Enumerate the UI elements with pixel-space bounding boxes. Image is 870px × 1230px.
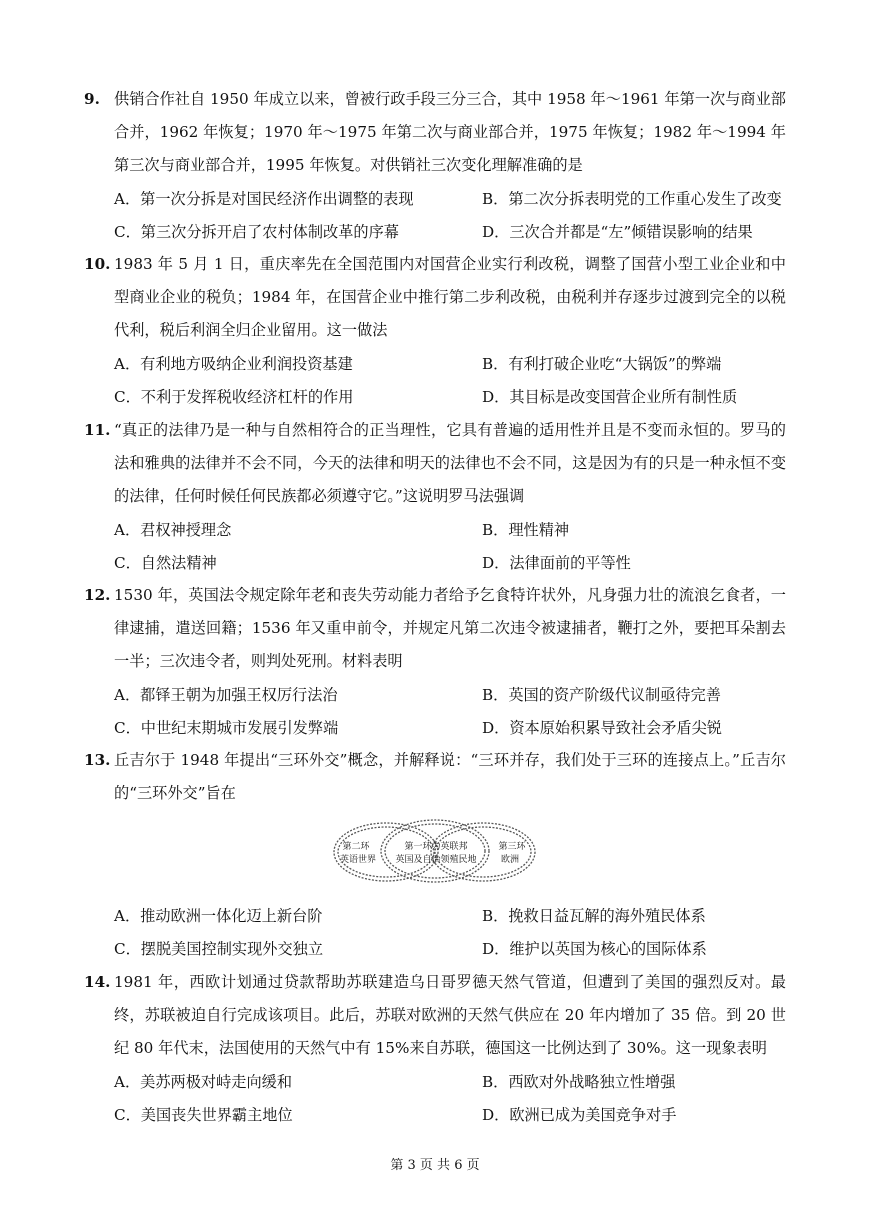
ring-3-ellipse (431, 823, 535, 881)
option-d[interactable]: D．欧洲已成为美国竞争对手 (482, 1105, 677, 1124)
option-b[interactable]: B．英国的资产阶级代议制亟待完善 (482, 685, 721, 704)
page-footer: 第 3 页 共 6 页 (390, 1158, 480, 1173)
option-a[interactable]: A．有利地方吸纳企业利润投资基建 (114, 354, 353, 373)
ring-2-label-1: 第二环 (342, 842, 370, 852)
question-number: 11. (84, 421, 111, 439)
option-a[interactable]: A．美苏两极对峙走向缓和 (114, 1072, 293, 1091)
question-14 (84, 966, 786, 1132)
options (114, 679, 786, 745)
ring-3-label-2: 欧洲 (500, 855, 520, 865)
options (114, 900, 786, 966)
question-stem: 1530 年，英国法令规定除年老和丧失劳动能力者给予乞食特许状外，凡身强力壮的流浪乞食者，一律逮捕，遣送回籍；1536 年又重申前令，并规定凡第二次违令被逮捕者，鞭打之外，要把耳朵割去一半；三次违令者，则判处死刑。材料表明 (114, 586, 786, 671)
question-13-options (84, 900, 786, 966)
question-12 (84, 579, 786, 745)
ring-3-inner-ellipse (435, 827, 531, 877)
option-c[interactable]: C．自然法精神 (114, 553, 217, 572)
ring-2-inner-ellipse (338, 827, 434, 877)
options (114, 348, 786, 414)
question-stem: “真正的法律乃是一种与自然相符合的正当理性，它具有普遍的适用性并且是不变而永恒的。罗马的法和雅典的法律并不会不同，今天的法律和明天的法律也不会不同，这是因为有的只是一种永恒不变的法律，任何时候任何民族都必须遵守它。”这说明罗马法强调 (114, 421, 786, 506)
question-stem: 丘吉尔于 1948 年提出“三环外交”概念，并解释说：“三环并存，我们处于三环的连接点上。”丘吉尔的“三环外交”旨在 (114, 751, 786, 803)
option-d[interactable]: D．三次合并都是“左”倾错误影响的结果 (482, 222, 753, 241)
option-b[interactable]: B．挽救日益瓦解的海外殖民体系 (482, 907, 706, 925)
question-13 (84, 744, 786, 810)
option-c[interactable]: C．美国丧失世界霸主地位 (114, 1105, 293, 1124)
ring-2-ellipse (334, 823, 438, 881)
question-stem: 1981 年，西欧计划通过贷款帮助苏联建造乌日哥罗德天然气管道，但遭到了美国的强烈反对。最终，苏联被迫自行完成该项目。此后，苏联对欧洲的天然气供应在 20 年内增加了 35 倍。到 20 世纪 80 年代末，法国使用的天然气中有 15%来自苏联，德国这一比例达到了 30%。这一现象表明 (114, 973, 786, 1058)
option-a[interactable]: A．推动欧洲一体化迈上新台阶 (114, 907, 323, 925)
question-number: 9. (84, 90, 100, 108)
three-circles-diagram (328, 818, 538, 884)
option-a[interactable]: A．都铎王朝为加强王权厉行法治 (114, 685, 338, 704)
question-number: 10. (84, 255, 111, 273)
option-d[interactable]: D．维护以英国为核心的国际体系 (482, 940, 707, 958)
options (114, 1066, 786, 1132)
option-d[interactable]: D．法律面前的平等性 (482, 553, 631, 572)
ring-2-label-2: 英语世界 (339, 855, 377, 865)
option-d[interactable]: D．其目标是改变国营企业所有制性质 (482, 387, 738, 406)
option-a[interactable]: A．第一次分拆是对国民经济作出调整的表现 (114, 189, 414, 208)
ring-1-label-2: 英国及自治领殖民地 (395, 855, 477, 865)
question-stem: 供销合作社自 1950 年成立以来，曾被行政手段三分三合，其中 1958 年～1961 年第一次与商业部合并，1962 年恢复；1970 年～1975 年第二次与商业部合并，1975 年恢复；1982 年～1994 年第三次与商业部合并，1995 年恢复。对供销社三次变化理解准确的是 (114, 90, 786, 175)
option-b[interactable]: B．西欧对外战略独立性增强 (482, 1072, 676, 1091)
question-number: 13. (84, 751, 111, 769)
option-c[interactable]: C．摆脱美国控制实现外交独立 (114, 940, 324, 958)
option-c[interactable]: C．第三次分拆开启了农村体制改革的序幕 (114, 222, 399, 241)
option-a[interactable]: A．君权神授理念 (114, 520, 232, 539)
option-b[interactable]: B．有利打破企业吃“大锅饭”的弊端 (482, 354, 722, 373)
option-c[interactable]: C．中世纪末期城市发展引发弊端 (114, 718, 339, 737)
option-b[interactable]: B．理性精神 (482, 520, 570, 539)
option-c[interactable]: C．不利于发挥税收经济杠杆的作用 (114, 387, 354, 406)
ring-1-label-1: 第一环为英联邦 (404, 842, 468, 852)
question-11 (84, 414, 786, 580)
question-stem: 1983 年 5 月 1 日，重庆率先在全国范围内对国营企业实行利改税，调整了国营小型工业企业和中型商业企业的税负；1984 年，在国营企业中推行第二步利改税，由税利并存逐步过渡到完全的以税代利，税后利润全归企业留用。这一做法 (114, 255, 786, 340)
three-circles-svg (328, 818, 538, 884)
question-number: 12. (84, 586, 111, 604)
options (114, 183, 786, 249)
option-d[interactable]: D．资本原始积累导致社会矛盾尖锐 (482, 718, 722, 737)
question-number: 14. (84, 973, 111, 991)
options (114, 514, 786, 580)
question-9 (84, 83, 786, 249)
option-b[interactable]: B．第二次分拆表明党的工作重心发生了改变 (482, 189, 782, 208)
ring-3-label-1: 第三环 (498, 842, 526, 852)
question-10 (84, 248, 786, 414)
